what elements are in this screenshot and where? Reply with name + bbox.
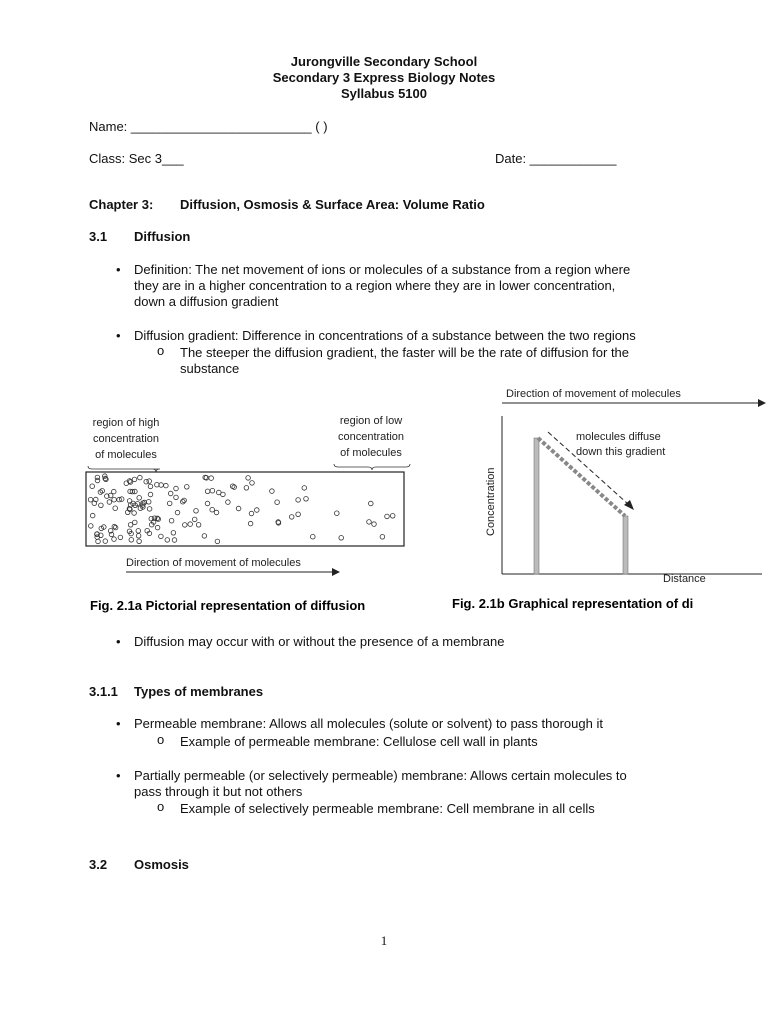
molecule-dot [88,497,93,502]
molecule-dot [221,492,226,497]
bullet-icon: • [116,716,121,731]
molecule-dot [185,485,190,490]
definition-paragraph [134,262,630,310]
molecule-dot [103,539,108,544]
graph-note-line-2: down this gradient [576,446,666,458]
molecule-dot [385,514,390,519]
class-field-line: Class: Sec 3___ [89,151,184,166]
figure-2-1a [84,402,414,622]
molecule-dot [248,521,253,526]
chapter-title: Diffusion, Osmosis & Surface Area: Volume Ratio [180,197,485,212]
figure-2-1b-caption: Fig. 2.1b Graphical representation of di [452,596,694,611]
figure-2-1b [452,380,768,616]
molecule-dot [205,501,210,506]
low-concentration-bar [623,516,628,574]
molecule-dot [205,489,210,494]
molecule-dot [194,509,199,514]
course-title: Secondary 3 Express Biology Notes [272,70,496,85]
molecule-dot [137,539,142,544]
bullet-icon: • [116,768,121,783]
molecule-dot [148,484,153,489]
low-region-label-1: region of low [339,415,403,427]
molecule-dot [112,537,117,542]
partial-line-1: Partially permeable (or selectively permeable) membrane: Allows certain molecules to [134,768,627,783]
bullet-icon: • [116,634,121,649]
sub-bullet-icon: o [157,799,165,814]
molecule-dot [270,489,275,494]
high-region-label-1: region of high [92,417,160,429]
molecule-dot [181,499,186,504]
molecule-dot [335,511,340,516]
graph-direction-label: Direction of movement of molecules [506,388,681,400]
section-title-membranes: Types of membranes [134,684,264,699]
molecule-dot [174,495,179,500]
definition-line-1: Definition: The net movement of ions or molecules of a substance from a region where [134,262,631,277]
graph-direction-arrow-head [758,399,766,407]
page-number: 1 [380,933,388,948]
section-title-osmosis: Osmosis [134,857,189,872]
molecule-dot [369,501,374,506]
molecule-dot [90,484,95,489]
syllabus-code: Syllabus 5100 [341,86,427,101]
high-region-label-3: of molecules [95,449,157,461]
molecule-dot [210,488,215,493]
molecule-dot [380,535,385,540]
direction-arrow-head [332,568,340,576]
molecule-dot [192,517,197,522]
molecule-dot [339,536,344,541]
molecule-dot [175,510,180,515]
molecule-dot [132,477,137,482]
molecule-dot [215,539,220,544]
molecule-dot [167,501,172,506]
molecule-dot [367,520,372,525]
low-region-brace [334,464,410,470]
sub-bullet-icon: o [157,343,165,358]
section-title-diffusion: Diffusion [134,229,191,244]
molecule-dot [164,483,169,488]
chapter-number: Chapter 3: [89,197,154,212]
molecule-dot [112,489,117,494]
section-number-3-1-1: 3.1.1 [89,684,118,699]
molecule-dot [95,478,100,483]
section-number-3-1: 3.1 [89,229,108,244]
molecule-dot [165,538,170,543]
molecule-dot [296,498,301,503]
molecule-dot [168,491,173,496]
sub-bullet-icon: o [157,732,165,747]
high-region-label-2: concentration [92,433,160,445]
graph-y-label: Concentration [485,467,497,536]
partial-example: Example of selectively permeable membrane: Cell membrane in all cells [180,801,595,816]
molecule-dot [255,508,260,513]
permeable-paragraph: Permeable membrane: Allows all molecules (solute or solvent) to pass thorough it [134,716,603,731]
molecule-dot [129,538,134,543]
molecule-dot [112,524,117,529]
molecule-dot [302,486,307,491]
molecule-dot [155,525,160,530]
low-region-label-3: of molecules [340,447,402,459]
graph-x-label: Distance [663,573,706,585]
molecule-dot [118,535,123,540]
molecule-dots [88,474,395,544]
molecule-dot [249,511,254,516]
molecule-dot [188,522,193,527]
figure-2-1a-caption: Fig. 2.1a Pictorial representation of diffusion [90,598,366,613]
molecule-dot [137,496,142,501]
molecule-dot [296,512,301,517]
molecule-dot [96,539,101,544]
definition-line-2: they are in a higher concentration to a region where they are in lower concentration, [134,278,616,293]
definition-line-3: down a diffusion gradient [134,294,279,309]
school-name: Jurongville Secondary School [290,54,478,69]
molecule-dot [113,506,118,511]
low-region-label-2: concentration [337,431,405,443]
molecule-dot [89,524,94,529]
molecule-dot [169,518,174,523]
molecule-dot [390,514,395,519]
molecule-dot [133,520,138,525]
molecule-dot [147,507,152,512]
molecule-dot [275,500,280,505]
molecule-dot [232,485,237,490]
molecule-dot [202,534,207,539]
molecule-dot [174,486,179,491]
molecule-dot [304,497,309,502]
high-region-brace [88,466,160,472]
molecule-dot [172,538,177,543]
molecule-dot [210,507,215,512]
gradient-paragraph: Diffusion gradient: Difference in concentrations of a substance between the two regions [134,328,636,343]
gradient-sub-paragraph [180,345,629,377]
molecule-dot [372,522,377,527]
direction-label: Direction of movement of molecules [126,557,301,569]
molecule-dot [183,523,188,528]
permeable-example: Example of permeable membrane: Cellulose cell wall in plants [180,734,538,749]
molecule-dot [107,500,112,505]
bullet-icon: • [116,328,121,343]
molecule-container [86,472,404,546]
molecule-dot [138,475,143,480]
partial-paragraph [134,768,627,800]
graph-note-line-1: molecules diffuse [576,431,661,443]
molecule-dot [246,476,251,481]
molecule-dot [171,531,176,536]
molecule-dot [236,506,241,511]
date-field-line: Date: ____________ [495,151,617,166]
molecule-dot [146,500,151,505]
molecule-dot [99,503,104,508]
partial-line-2: pass through it but not others [134,784,303,799]
molecule-dot [209,476,214,481]
molecule-dot [136,534,141,539]
molecule-dot [244,486,249,491]
name-field-line: Name: _________________________ ( ) [89,119,328,134]
membrane-note: Diffusion may occur with or without the presence of a membrane [134,634,505,649]
bullet-icon: • [116,262,121,277]
molecule-dot [148,492,153,497]
molecule-dot [159,534,164,539]
molecule-dot [289,515,294,520]
molecule-dot [226,500,231,505]
molecule-dot [136,529,141,534]
molecule-dot [112,497,117,502]
molecule-dot [132,511,137,516]
molecule-dot [214,510,219,515]
molecule-dot [182,498,187,503]
gradient-sub-line-1: The steeper the diffusion gradient, the faster will be the rate of diffusion for the [180,345,630,360]
gradient-sub-line-2: substance [180,361,240,376]
molecule-dot [128,523,133,528]
molecule-dot [311,534,316,539]
molecule-dot [124,481,129,486]
high-concentration-bar [534,438,539,574]
section-number-3-2: 3.2 [89,857,108,872]
molecule-dot [90,513,95,518]
molecule-dot [196,523,201,528]
molecule-dot [250,481,255,486]
molecule-dot [144,479,149,484]
molecule-dot [127,479,132,484]
